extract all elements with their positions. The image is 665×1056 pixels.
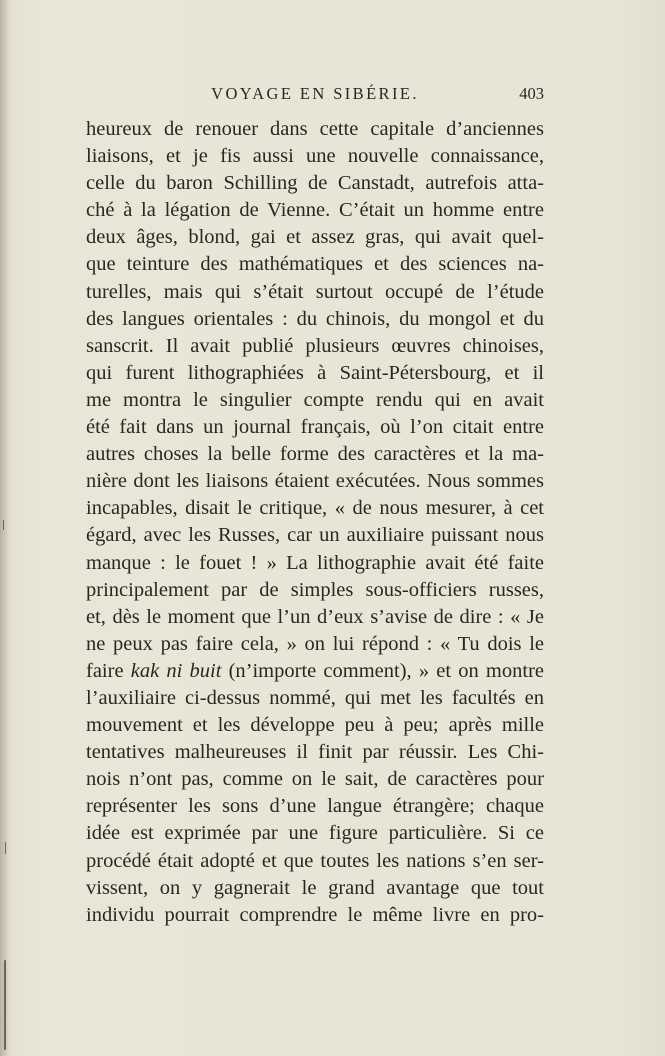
page-number: 403 (519, 84, 544, 103)
binding-shadow (0, 0, 10, 1056)
text-line: heureux de renouer dans cette capitale d’anciennes (86, 118, 544, 140)
text-line: égard, avec les Russes, car un auxiliaire puissant nous (86, 524, 544, 547)
page-edge-mark (4, 960, 6, 1050)
text-line: sanscrit. Il avait publié plusieurs œuvres chinoises, (86, 334, 544, 357)
page-edge-mark (3, 520, 4, 530)
page-edge-mark (5, 842, 6, 854)
text-line: qui furent lithographiées à Saint-Pétersbourg, et il (86, 361, 544, 384)
text-line: turelles, mais qui s’était surtout occupé de l’étude (86, 280, 544, 303)
text-line: l’auxiliaire ci-dessus nommé, qui met les facultés en (86, 686, 544, 709)
text-line: me montra le singulier compte rendu qui en avait (86, 388, 544, 411)
text-line: incapables, disait le critique, « de nous mesurer, à cet (86, 497, 544, 520)
text-line: que teinture des mathématiques et des sciences na- (86, 253, 544, 276)
body-text (86, 116, 544, 929)
text-line: mouvement et les développe peu à peu; après mille (86, 714, 544, 737)
text-line: autres choses la belle forme des caractères et la ma- (86, 443, 544, 466)
text-line: été fait dans un journal français, où l’on citait entre (86, 416, 544, 439)
text-line: nois n’ont pas, comme on le sait, de caractères pour (86, 768, 544, 791)
text-line: ché à la légation de Vienne. C’était un homme entre (86, 199, 544, 222)
text-line: et, dès le moment que l’un d’eux s’avise de dire : « Je (86, 605, 544, 628)
text-line: procédé était adopté et que toutes les nations s’en ser- (86, 849, 544, 872)
text-line: principalement par de simples sous-officiers russes, (86, 578, 544, 601)
text-line: liaisons, et je fis aussi une nouvelle connaissance, (86, 145, 544, 168)
text-line: nière dont les liaisons étaient exécutées. Nous sommes (86, 470, 544, 493)
text-line: des langues orientales : du chinois, du mongol et du (86, 307, 544, 330)
text-line: celle du baron Schilling de Canstadt, autrefois atta- (86, 172, 544, 195)
text-line: deux âges, blond, gai et assez gras, qui avait quel- (86, 226, 544, 249)
text-line: tentatives malheureuses il finit par réussir. Les Chi- (86, 741, 544, 764)
text-line-with-italic (86, 658, 544, 685)
running-head: VOYAGE EN SIBÉRIE. (211, 84, 419, 103)
text-line: représenter les sons d’une langue étrangère; chaque (86, 795, 544, 818)
text-line: vissent, on y gagnerait le grand avantage que tout (86, 876, 544, 899)
text-line: individu pourrait comprendre le même livre en pro- (86, 903, 544, 926)
text-line: idée est exprimée par une figure particulière. Si ce (86, 822, 544, 845)
text-line: ne peux pas faire cela, » on lui répond : « Tu dois le (86, 632, 544, 655)
italic-phrase: kak ni buit (130, 659, 222, 682)
text-fragment: (n’importe comment), » et on montre (221, 659, 544, 682)
text-fragment: faire (86, 659, 131, 682)
page-header (86, 84, 544, 108)
text-line: manque : le fouet ! » La lithographie avait été faite (86, 551, 544, 574)
